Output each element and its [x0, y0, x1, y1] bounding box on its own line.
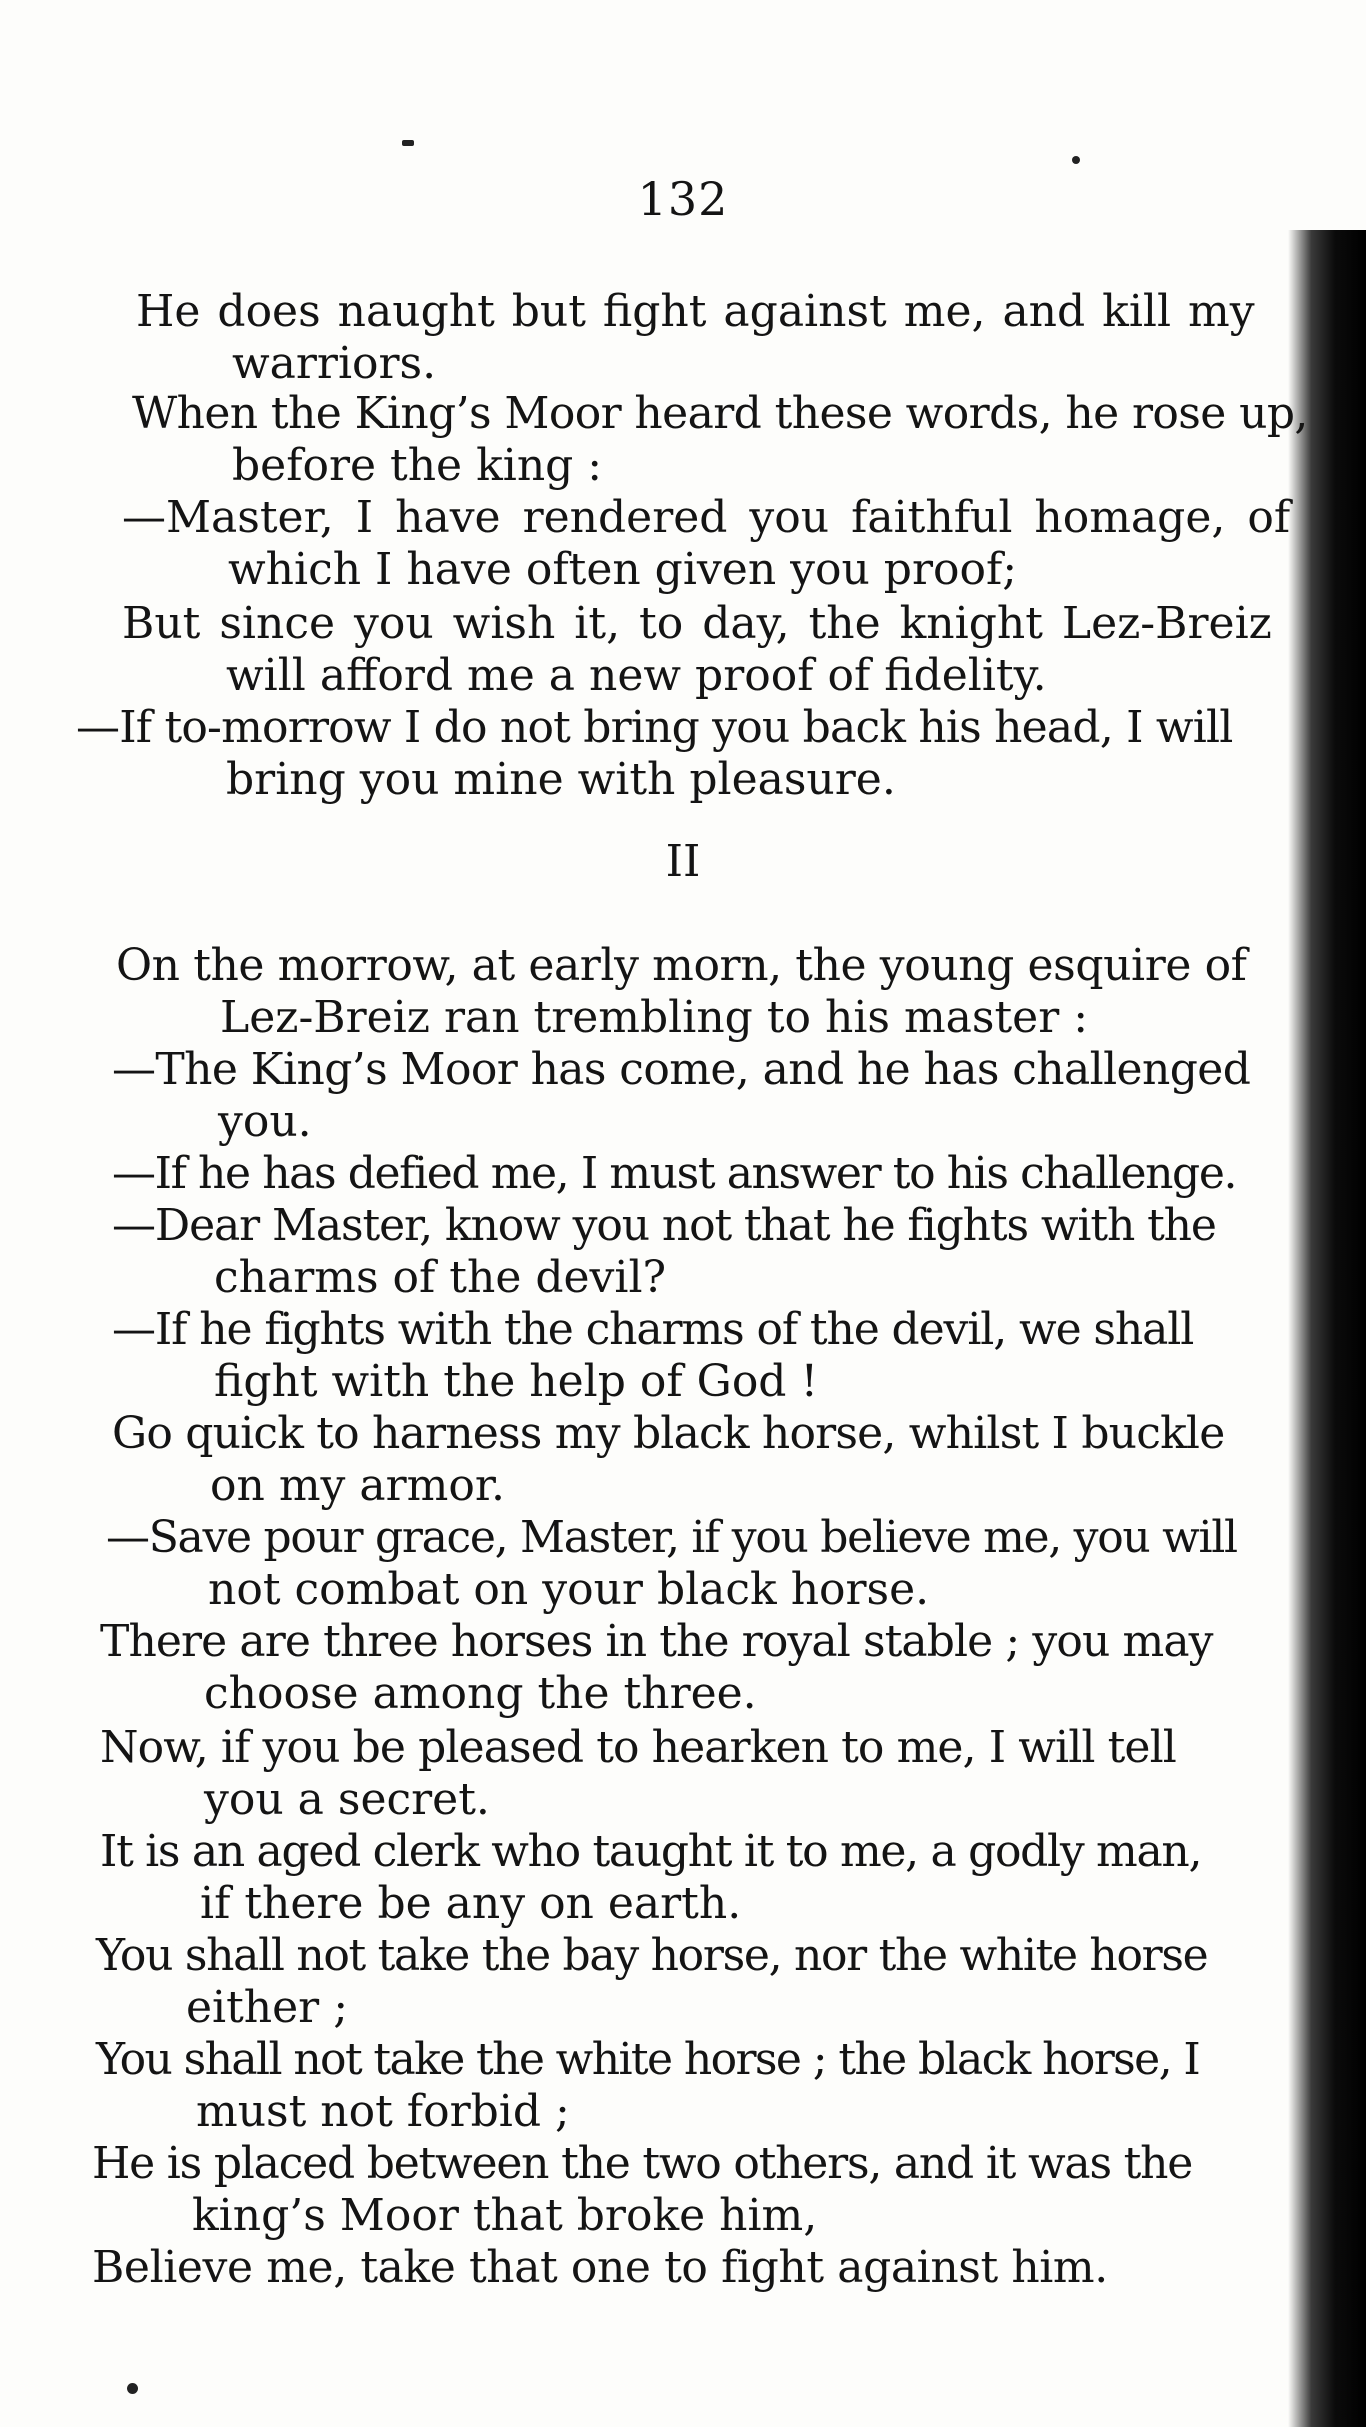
text-line: —If he has defied me, I must answer to his challenge. — [112, 1148, 1237, 1199]
text-line: —The King’s Moor has come, and he has challenged — [112, 1044, 1251, 1095]
text-line: But since you wish it, to day, the knight Lez-Breiz — [122, 598, 1272, 649]
ink-speck — [402, 140, 414, 146]
text-line: will afford me a new proof of fidelity. — [226, 650, 1047, 701]
text-line: —If to-morrow I do not bring you back his head, I will — [76, 702, 1233, 753]
text-line: fight with the help of God ! — [214, 1356, 819, 1407]
page-number: 132 — [637, 172, 729, 226]
text-line: —Dear Master, know you not that he fights with the — [112, 1200, 1216, 1251]
text-line: choose among the three. — [204, 1668, 757, 1719]
text-line: king’s Moor that broke him, — [192, 2190, 818, 2241]
text-line: It is an aged clerk who taught it to me, a godly man, — [100, 1826, 1202, 1877]
text-line: if there be any on earth. — [200, 1878, 742, 1929]
text-line: warriors. — [232, 338, 437, 389]
text-line: He does naught but fight against me, and kill my — [136, 286, 1255, 337]
text-line: must not forbid ; — [196, 2086, 570, 2137]
text-line: When the King’s Moor heard these words, he rose up, — [132, 388, 1308, 439]
text-line: Lez-Breiz ran trembling to his master : — [220, 992, 1089, 1043]
text-line: —Master, I have rendered you faithful homage, of — [122, 492, 1291, 543]
text-line: you. — [218, 1096, 312, 1147]
text-line: —Save pour grace, Master, if you believe me, you will — [106, 1512, 1237, 1563]
text-line: —If he fights with the charms of the devil, we shall — [112, 1304, 1194, 1355]
text-line: Go quick to harness my black horse, whilst I buckle — [112, 1408, 1225, 1459]
text-line: before the king : — [232, 440, 603, 491]
text-line: You shall not take the white horse ; the black horse, I — [96, 2034, 1200, 2085]
text-line: which I have often given you proof; — [228, 544, 1018, 595]
text-line: He is placed between the two others, and it was the — [92, 2138, 1193, 2189]
text-line: bring you mine with pleasure. — [226, 754, 896, 805]
section-heading: II — [665, 836, 701, 887]
text-line: Now, if you be pleased to hearken to me, I will tell — [100, 1722, 1176, 1773]
text-line: you a secret. — [204, 1774, 490, 1825]
text-line: On the morrow, at early morn, the young esquire of — [116, 940, 1247, 991]
text-line: Believe me, take that one to fight against him. — [92, 2242, 1108, 2293]
binding-edge-shadow — [1288, 230, 1366, 2427]
ink-speck — [1072, 156, 1080, 164]
text-line: not combat on your black horse. — [208, 1564, 930, 1615]
text-line: either ; — [186, 1982, 349, 2033]
text-line: on my armor. — [210, 1460, 506, 1511]
text-line: There are three horses in the royal stable ; you may — [100, 1616, 1213, 1667]
text-line: You shall not take the bay horse, nor the white horse — [96, 1930, 1208, 1981]
text-line: charms of the devil? — [214, 1252, 667, 1303]
ink-speck — [127, 2383, 138, 2394]
